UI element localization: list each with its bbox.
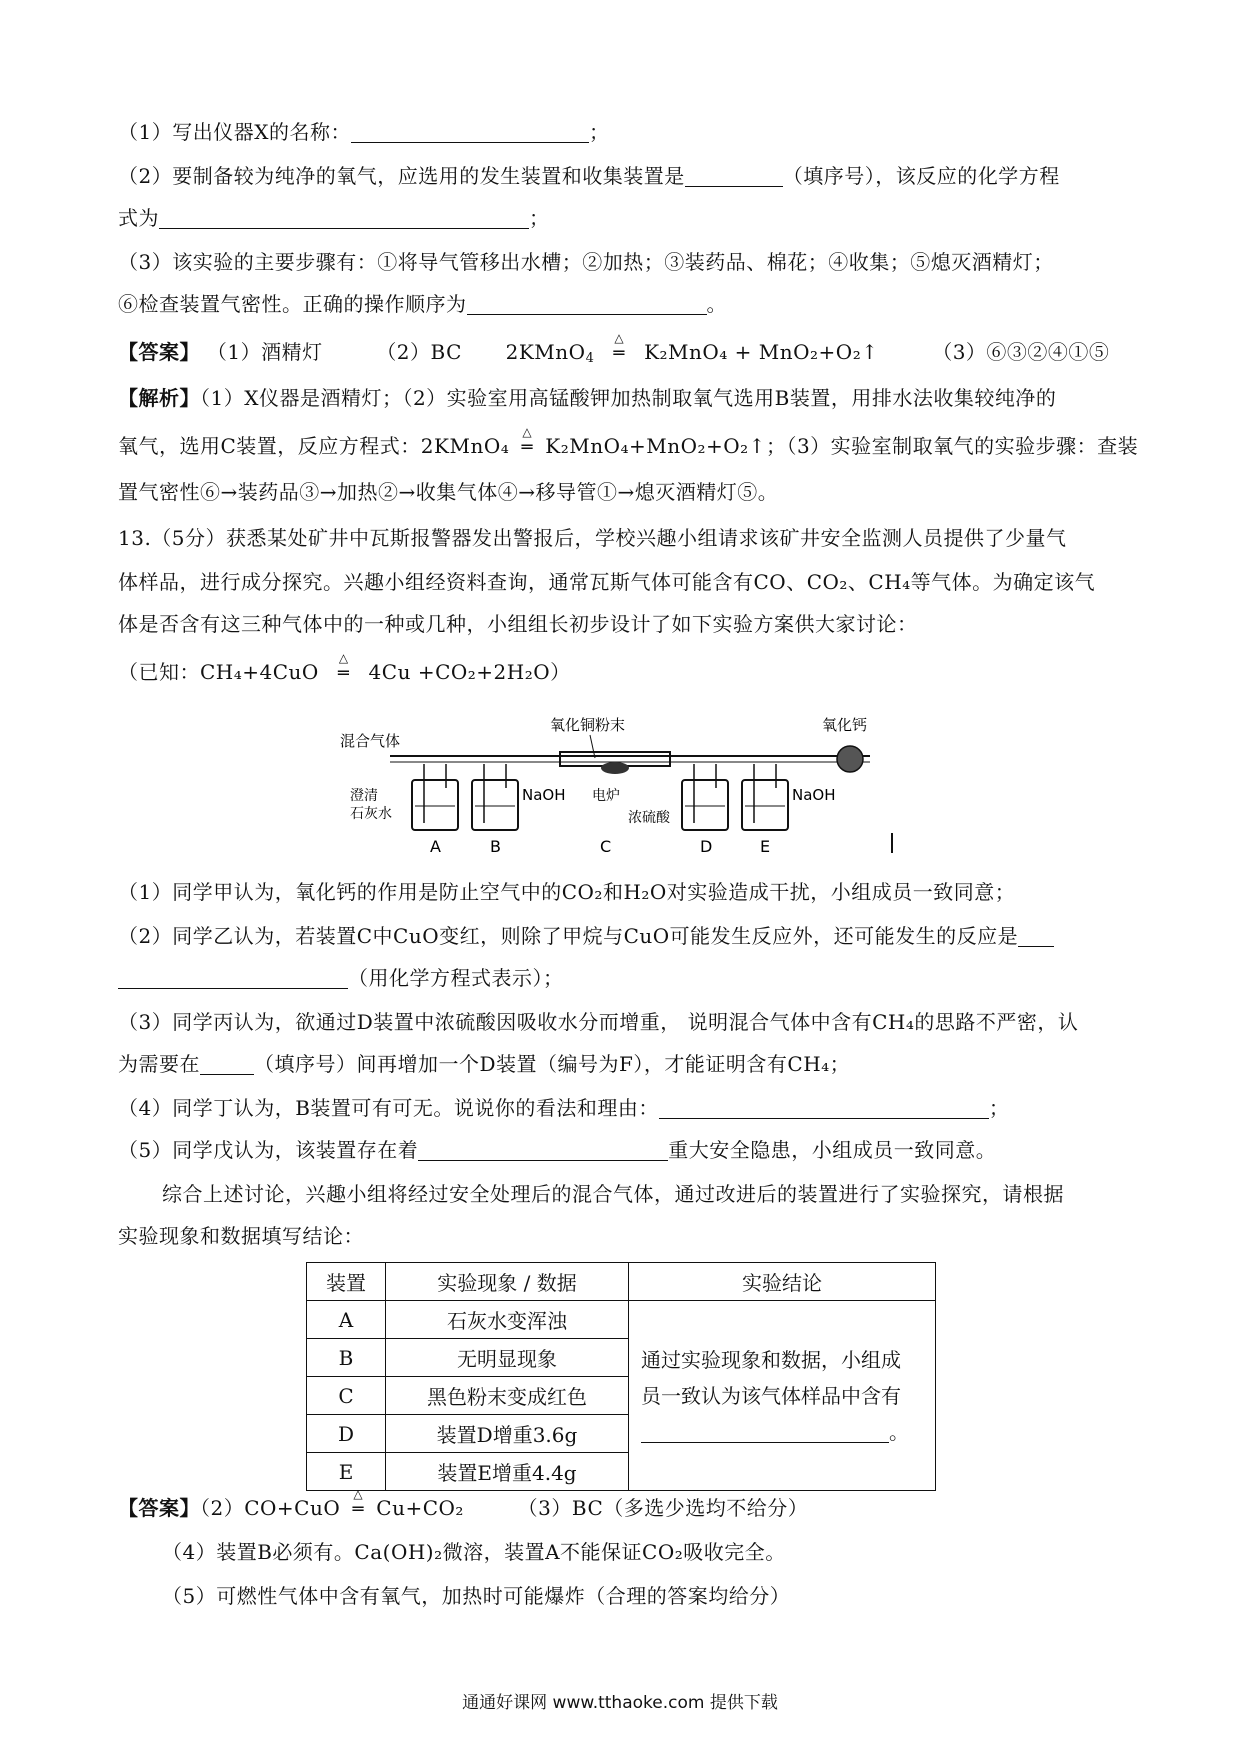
q13-s5: （5）同学戊认为，该装置存在着 重大安全隐患，小组成员一致同意。 [118,1138,997,1162]
answer-blank[interactable] [200,1052,254,1075]
label-naoh-b: NaOH [522,786,566,804]
q12-part3-cont: ⑥检查装置气密性。正确的操作顺序为 。 [118,292,727,316]
answer-blank[interactable] [1018,924,1054,947]
q13-s4: （4）同学丁认为，B装置可有可无。说说你的看法和理由： ； [118,1096,1010,1120]
label-limewater-2: 石灰水 [350,806,392,822]
answer-blank[interactable] [641,1420,889,1443]
heat-equals-sign: △ ═ [352,1487,364,1520]
label-limewater: 澄清 [350,788,378,804]
page-footer: 通通好课网 www.tthaoke.com 提供下载 [462,1693,778,1713]
label-e: E [760,837,771,856]
answer-blank[interactable] [418,1138,668,1161]
q12-answer: 【答案】 （1）酒精灯 （2）BC 2KMnO$_4$ △ ═ K₂MnO₄ + MnO₂+O₂↑ （3）⑥③②④①⑤ [118,331,1110,366]
drying-tube [837,746,863,772]
q13-answer: 【答案】（2）CO+CuO △ ═ Cu+CO₂ （3）BC（多选少选均不给分） [118,1494,808,1524]
q13-summary-2: 实验现象和数据填写结论： [118,1224,364,1248]
answer-blank[interactable] [467,292,707,315]
q13-answer-5: （5）可燃性气体中含有氧气，加热时可能爆炸（合理的答案均给分） [162,1584,791,1608]
label-cao: 氧化钙 [822,716,868,734]
q13-s2-cont: （用化学方程式表示）； [118,964,564,992]
bottle-b [472,764,518,830]
label-b: B [490,837,501,856]
answer-blank[interactable] [659,1096,989,1119]
results-table [306,1262,936,1491]
q13-s3-cont: 为需要在 （填序号）间再增加一个D装置（编号为F），才能证明含有CH₄； [118,1052,851,1076]
heat-equals-sign: △ ═ [338,651,350,684]
q13-known: （已知：CH₄+4CuO △ ═ 4Cu +CO₂+2H₂O） [118,658,571,688]
q12-analysis-2: 氧气，选用C装置，反应方程式：2KMnO₄ △ ═ K₂MnO₄+MnO₂+O₂↑；（3）实验室制取氧气的实验步骤：查装 [118,432,1138,462]
label-mixed-gas: 混合气体 [340,732,401,750]
table-row: D 装置D增重3.6g [307,1415,936,1453]
bottle-e [742,764,788,830]
table-row: C 黑色粉末变成红色 [307,1377,936,1415]
label-a: A [430,837,441,856]
answer-blank[interactable] [118,966,348,989]
table-header: 实验结论 [629,1263,936,1301]
q13-s2: （2）同学乙认为，若装置C中CuO变红，则除了甲烷与CuO可能发生反应外，还可能发生的反应是 [118,922,1054,950]
answer-blank[interactable] [159,206,529,229]
apparatus-diagram [330,708,930,858]
heat-equals-sign: △ ═ [521,425,533,458]
q13-s1: （1）同学甲认为，氧化钙的作用是防止空气中的CO₂和H₂O对实验造成干扰，小组成员一致同意； [118,880,1016,904]
label-h2so4: 浓硫酸 [628,810,670,826]
label-furnace: 电炉 [592,788,620,804]
table-row: B 无明显现象 [307,1339,936,1377]
q13-s3: （3）同学丙认为，欲通过D装置中浓硫酸因吸收水分而增重， 说明混合气体中含有CH₄的思路不严密，认 [118,1010,1079,1034]
bottle-d [682,764,728,830]
q12-part2: （2）要制备较为纯净的氧气，应选用的发生装置和收集装置是 （填序号），该反应的化学方程 [118,164,1060,188]
q13-stem-3: 体是否含有这三种气体中的一种或几种，小组组长初步设计了如下实验方案供大家讨论： [118,612,918,636]
table-header: 实验现象 / 数据 [386,1263,629,1301]
q13-summary: 综合上述讨论，兴趣小组将经过安全处理后的混合气体，通过改进后的装置进行了实验探究，请根据 [162,1182,1064,1206]
label-d: D [700,837,713,856]
label-c: C [600,837,612,856]
table-header: 装置 [307,1263,386,1301]
label-cuo-powder: 氧化铜粉末 [550,716,626,734]
answer-blank[interactable] [685,164,783,187]
q13-answer-4: （4）装置B必须有。Ca(OH)₂微溶，装置A不能保证CO₂吸收完全。 [162,1540,786,1564]
heat-equals-sign: △ ═ [613,331,625,364]
bottle-a [412,764,458,830]
q12-part3: （3）该实验的主要步骤有：①将导气管移出水槽；②加热；③装药品、棉花；④收集；⑤熄灭酒精灯； [118,250,1054,274]
conclusion-cell: 通过实验现象和数据，小组成 员一致认为该气体样品中含有 。 [629,1301,936,1491]
table-row: A 石灰水变浑浊 通过实验现象和数据，小组成 员一致认为该气体样品中含有 。 [307,1301,936,1339]
q12-analysis: 【解析】（1）X仪器是酒精灯；（2）实验室用高锰酸钾加热制取氧气选用B装置，用排水法收集较纯净的 [118,386,1057,410]
label-naoh-e: NaOH [792,786,836,804]
q13-stem: 13.（5分）获悉某处矿井中瓦斯报警器发出警报后，学校兴趣小组请求该矿井安全监测人员提供了少量气 [118,526,1067,550]
answer-blank[interactable] [351,120,589,143]
q12-part2-cont: 式为 ； [118,206,550,230]
q12-part1: （1）写出仪器X的名称： ； [118,120,610,144]
table-row: E 装置E增重4.4g [307,1453,936,1491]
q12-analysis-3: 置气密性⑥→装药品③→加热②→收集气体④→移导管①→熄灭酒精灯⑤。 [118,480,779,504]
q13-stem-2: 体样品，进行成分探究。兴趣小组经资料查询，通常瓦斯气体可能含有CO、CO₂、CH₄等气体。为确定该气 [118,570,1096,594]
